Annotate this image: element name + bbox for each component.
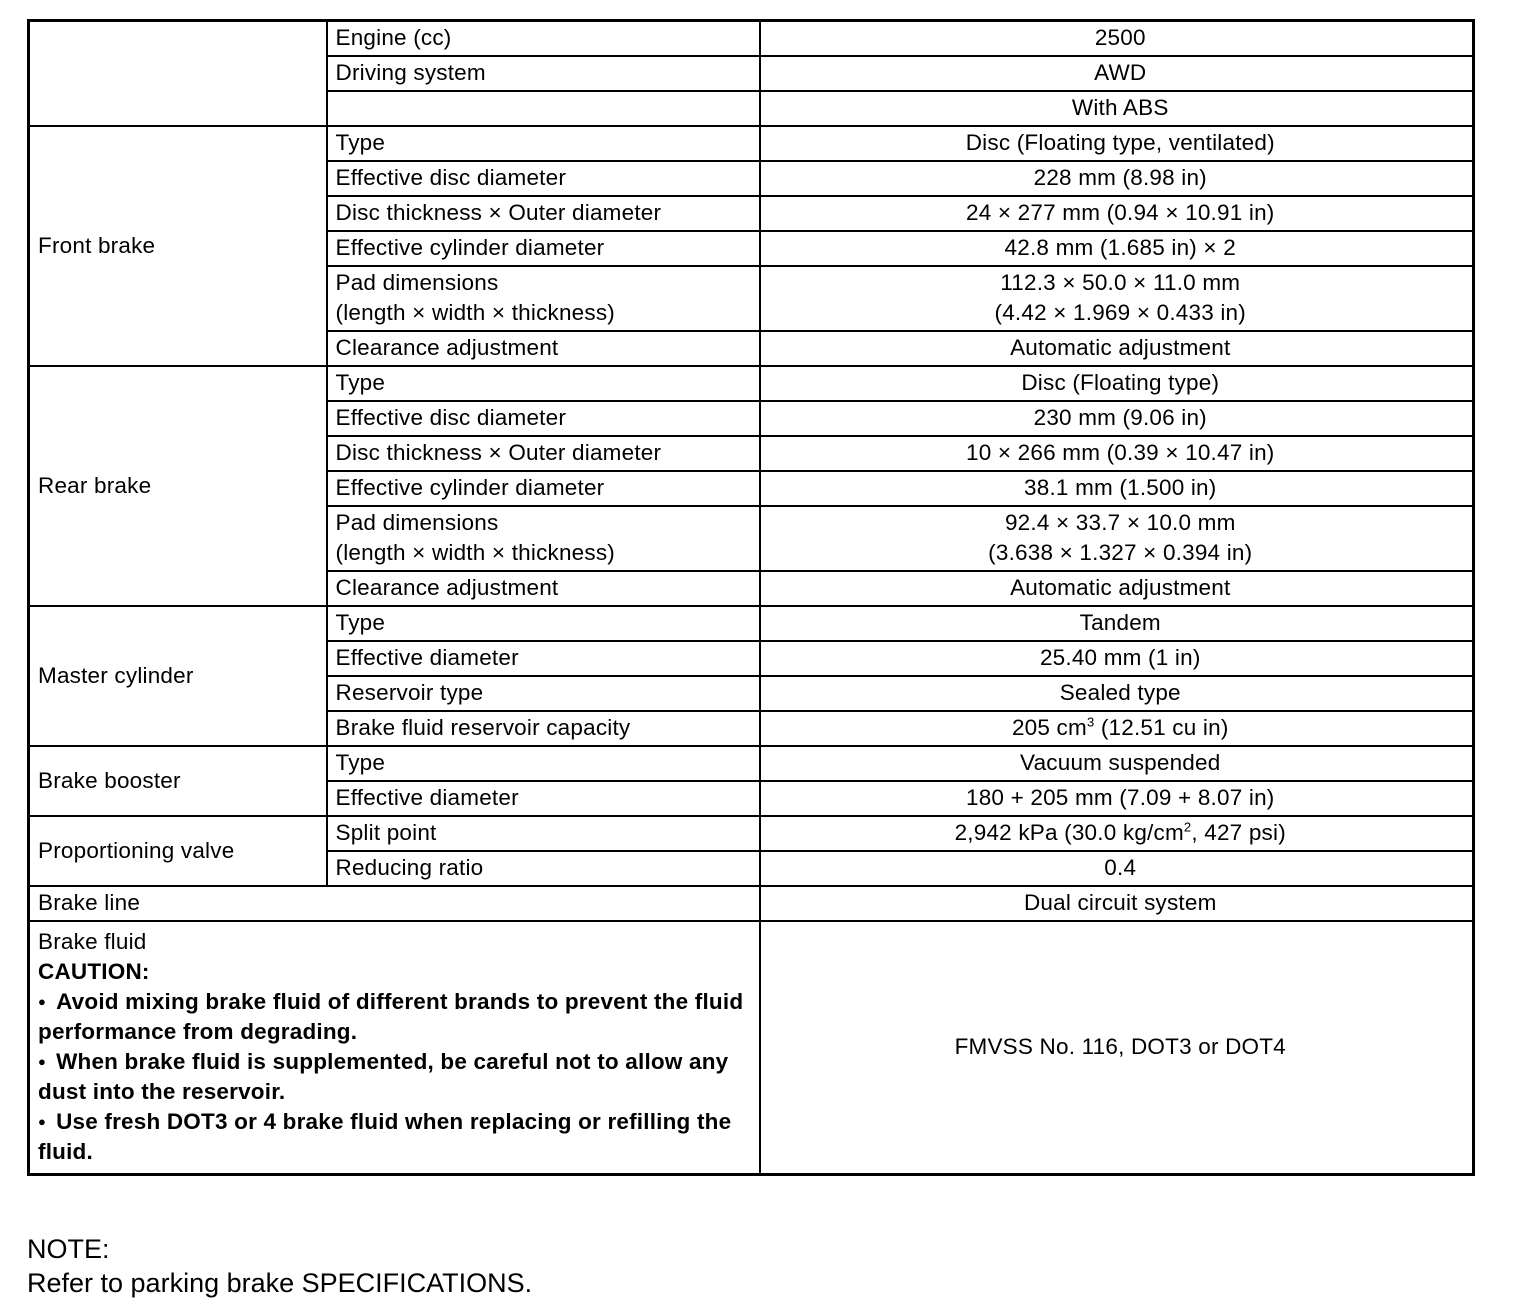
spec-label-line: Pad dimensions	[335, 510, 499, 535]
spec-value: 24 × 277 mm (0.94 × 10.91 in)	[760, 196, 1474, 231]
caution-item	[38, 1107, 759, 1167]
value-text: , 427 psi)	[1191, 820, 1286, 845]
bullet-icon: ●	[38, 1114, 47, 1129]
table-row	[29, 126, 1474, 161]
spec-label: Type	[327, 746, 760, 781]
bullet-icon: ●	[38, 994, 47, 1009]
table-row	[29, 366, 1474, 401]
spec-value: 10 × 266 mm (0.39 × 10.47 in)	[760, 436, 1474, 471]
caution-text: Avoid mixing brake fluid of different brands to prevent the fluid performance from degrading.	[38, 989, 744, 1044]
spec-value: 0.4	[760, 851, 1474, 886]
spec-value-line: (4.42 × 1.969 × 0.433 in)	[994, 300, 1246, 325]
spec-value: Sealed type	[760, 676, 1474, 711]
brake-specifications-table	[27, 19, 1475, 1176]
superscript: 3	[1086, 714, 1095, 730]
caution-text: Use fresh DOT3 or 4 brake fluid when replacing or refilling the fluid.	[38, 1109, 732, 1164]
spec-label: Clearance adjustment	[327, 571, 760, 606]
value-text: (12.51 cu in)	[1094, 715, 1229, 740]
spec-value-line: 112.3 × 50.0 × 11.0 mm	[1000, 270, 1241, 295]
spec-label	[327, 266, 760, 331]
spec-value	[760, 711, 1474, 746]
spec-value: 42.8 mm (1.685 in) × 2	[760, 231, 1474, 266]
engine-label: Engine (cc)	[327, 21, 760, 57]
table-row	[29, 816, 1474, 851]
spec-label: Effective diameter	[327, 781, 760, 816]
table-row	[29, 746, 1474, 781]
engine-value: 2500	[760, 21, 1474, 57]
spec-value-line: 92.4 × 33.7 × 10.0 mm	[1004, 510, 1236, 535]
table-row	[29, 921, 1474, 1175]
brake-booster-group-label: Brake booster	[29, 746, 327, 816]
spec-value: Vacuum suspended	[760, 746, 1474, 781]
table-row	[29, 886, 1474, 921]
spec-label: Split point	[327, 816, 760, 851]
spec-label: Type	[327, 606, 760, 641]
note-text: Refer to parking brake SPECIFICATIONS.	[27, 1268, 533, 1298]
spec-value: Disc (Floating type, ventilated)	[760, 126, 1474, 161]
bullet-icon: ●	[38, 1054, 47, 1069]
spec-value: Disc (Floating type)	[760, 366, 1474, 401]
brake-line-label: Brake line	[29, 886, 760, 921]
abs-value: With ABS	[760, 91, 1474, 126]
brake-fluid-cell	[29, 921, 760, 1175]
driving-system-value: AWD	[760, 56, 1474, 91]
abs-blank-cell	[327, 91, 760, 126]
spec-value	[760, 816, 1474, 851]
spec-value-line: (3.638 × 1.327 × 0.394 in)	[988, 540, 1253, 565]
driving-system-label: Driving system	[327, 56, 760, 91]
front-brake-group-label: Front brake	[29, 126, 327, 366]
value-text: 205 cm	[1011, 715, 1087, 740]
spec-value: Automatic adjustment	[760, 571, 1474, 606]
spec-value: 38.1 mm (1.500 in)	[760, 471, 1474, 506]
caution-title: CAUTION:	[38, 959, 150, 984]
spec-label: Effective cylinder diameter	[327, 231, 760, 266]
spec-label: Disc thickness × Outer diameter	[327, 436, 760, 471]
caution-item	[38, 987, 759, 1047]
spec-label: Type	[327, 126, 760, 161]
value-text: 2,942 kPa (30.0 kg/cm	[954, 820, 1184, 845]
spec-label: Type	[327, 366, 760, 401]
caution-item	[38, 1047, 759, 1107]
spec-value: 180 + 205 mm (7.09 + 8.07 in)	[760, 781, 1474, 816]
note-section	[27, 1232, 532, 1300]
table-row	[29, 21, 1474, 57]
spec-label: Effective cylinder diameter	[327, 471, 760, 506]
spec-label: Clearance adjustment	[327, 331, 760, 366]
spec-label: Effective disc diameter	[327, 401, 760, 436]
spec-value: 25.40 mm (1 in)	[760, 641, 1474, 676]
spec-label-line: Pad dimensions	[335, 270, 499, 295]
spec-value: 228 mm (8.98 in)	[760, 161, 1474, 196]
rear-brake-group-label: Rear brake	[29, 366, 327, 606]
brake-fluid-label: Brake fluid	[38, 929, 147, 954]
spec-label-line: (length × width × thickness)	[335, 540, 615, 565]
spec-label: Brake fluid reservoir capacity	[327, 711, 760, 746]
spec-label: Disc thickness × Outer diameter	[327, 196, 760, 231]
spec-value: 230 mm (9.06 in)	[760, 401, 1474, 436]
caution-text: When brake fluid is supplemented, be careful not to allow any dust into the reservoir.	[38, 1049, 729, 1104]
header-blank-cell	[29, 21, 327, 127]
spec-label	[327, 506, 760, 571]
spec-value	[760, 506, 1474, 571]
spec-label: Reservoir type	[327, 676, 760, 711]
proportioning-valve-group-label: Proportioning valve	[29, 816, 327, 886]
spec-label: Reducing ratio	[327, 851, 760, 886]
spec-label: Effective disc diameter	[327, 161, 760, 196]
spec-value: Tandem	[760, 606, 1474, 641]
spec-value: Automatic adjustment	[760, 331, 1474, 366]
master-cylinder-group-label: Master cylinder	[29, 606, 327, 746]
superscript: 2	[1183, 819, 1192, 835]
spec-value	[760, 266, 1474, 331]
spec-label-line: (length × width × thickness)	[335, 300, 615, 325]
note-title: NOTE:	[27, 1234, 110, 1264]
spec-label: Effective diameter	[327, 641, 760, 676]
table-row	[29, 606, 1474, 641]
brake-fluid-value: FMVSS No. 116, DOT3 or DOT4	[760, 921, 1474, 1175]
brake-line-value: Dual circuit system	[760, 886, 1474, 921]
